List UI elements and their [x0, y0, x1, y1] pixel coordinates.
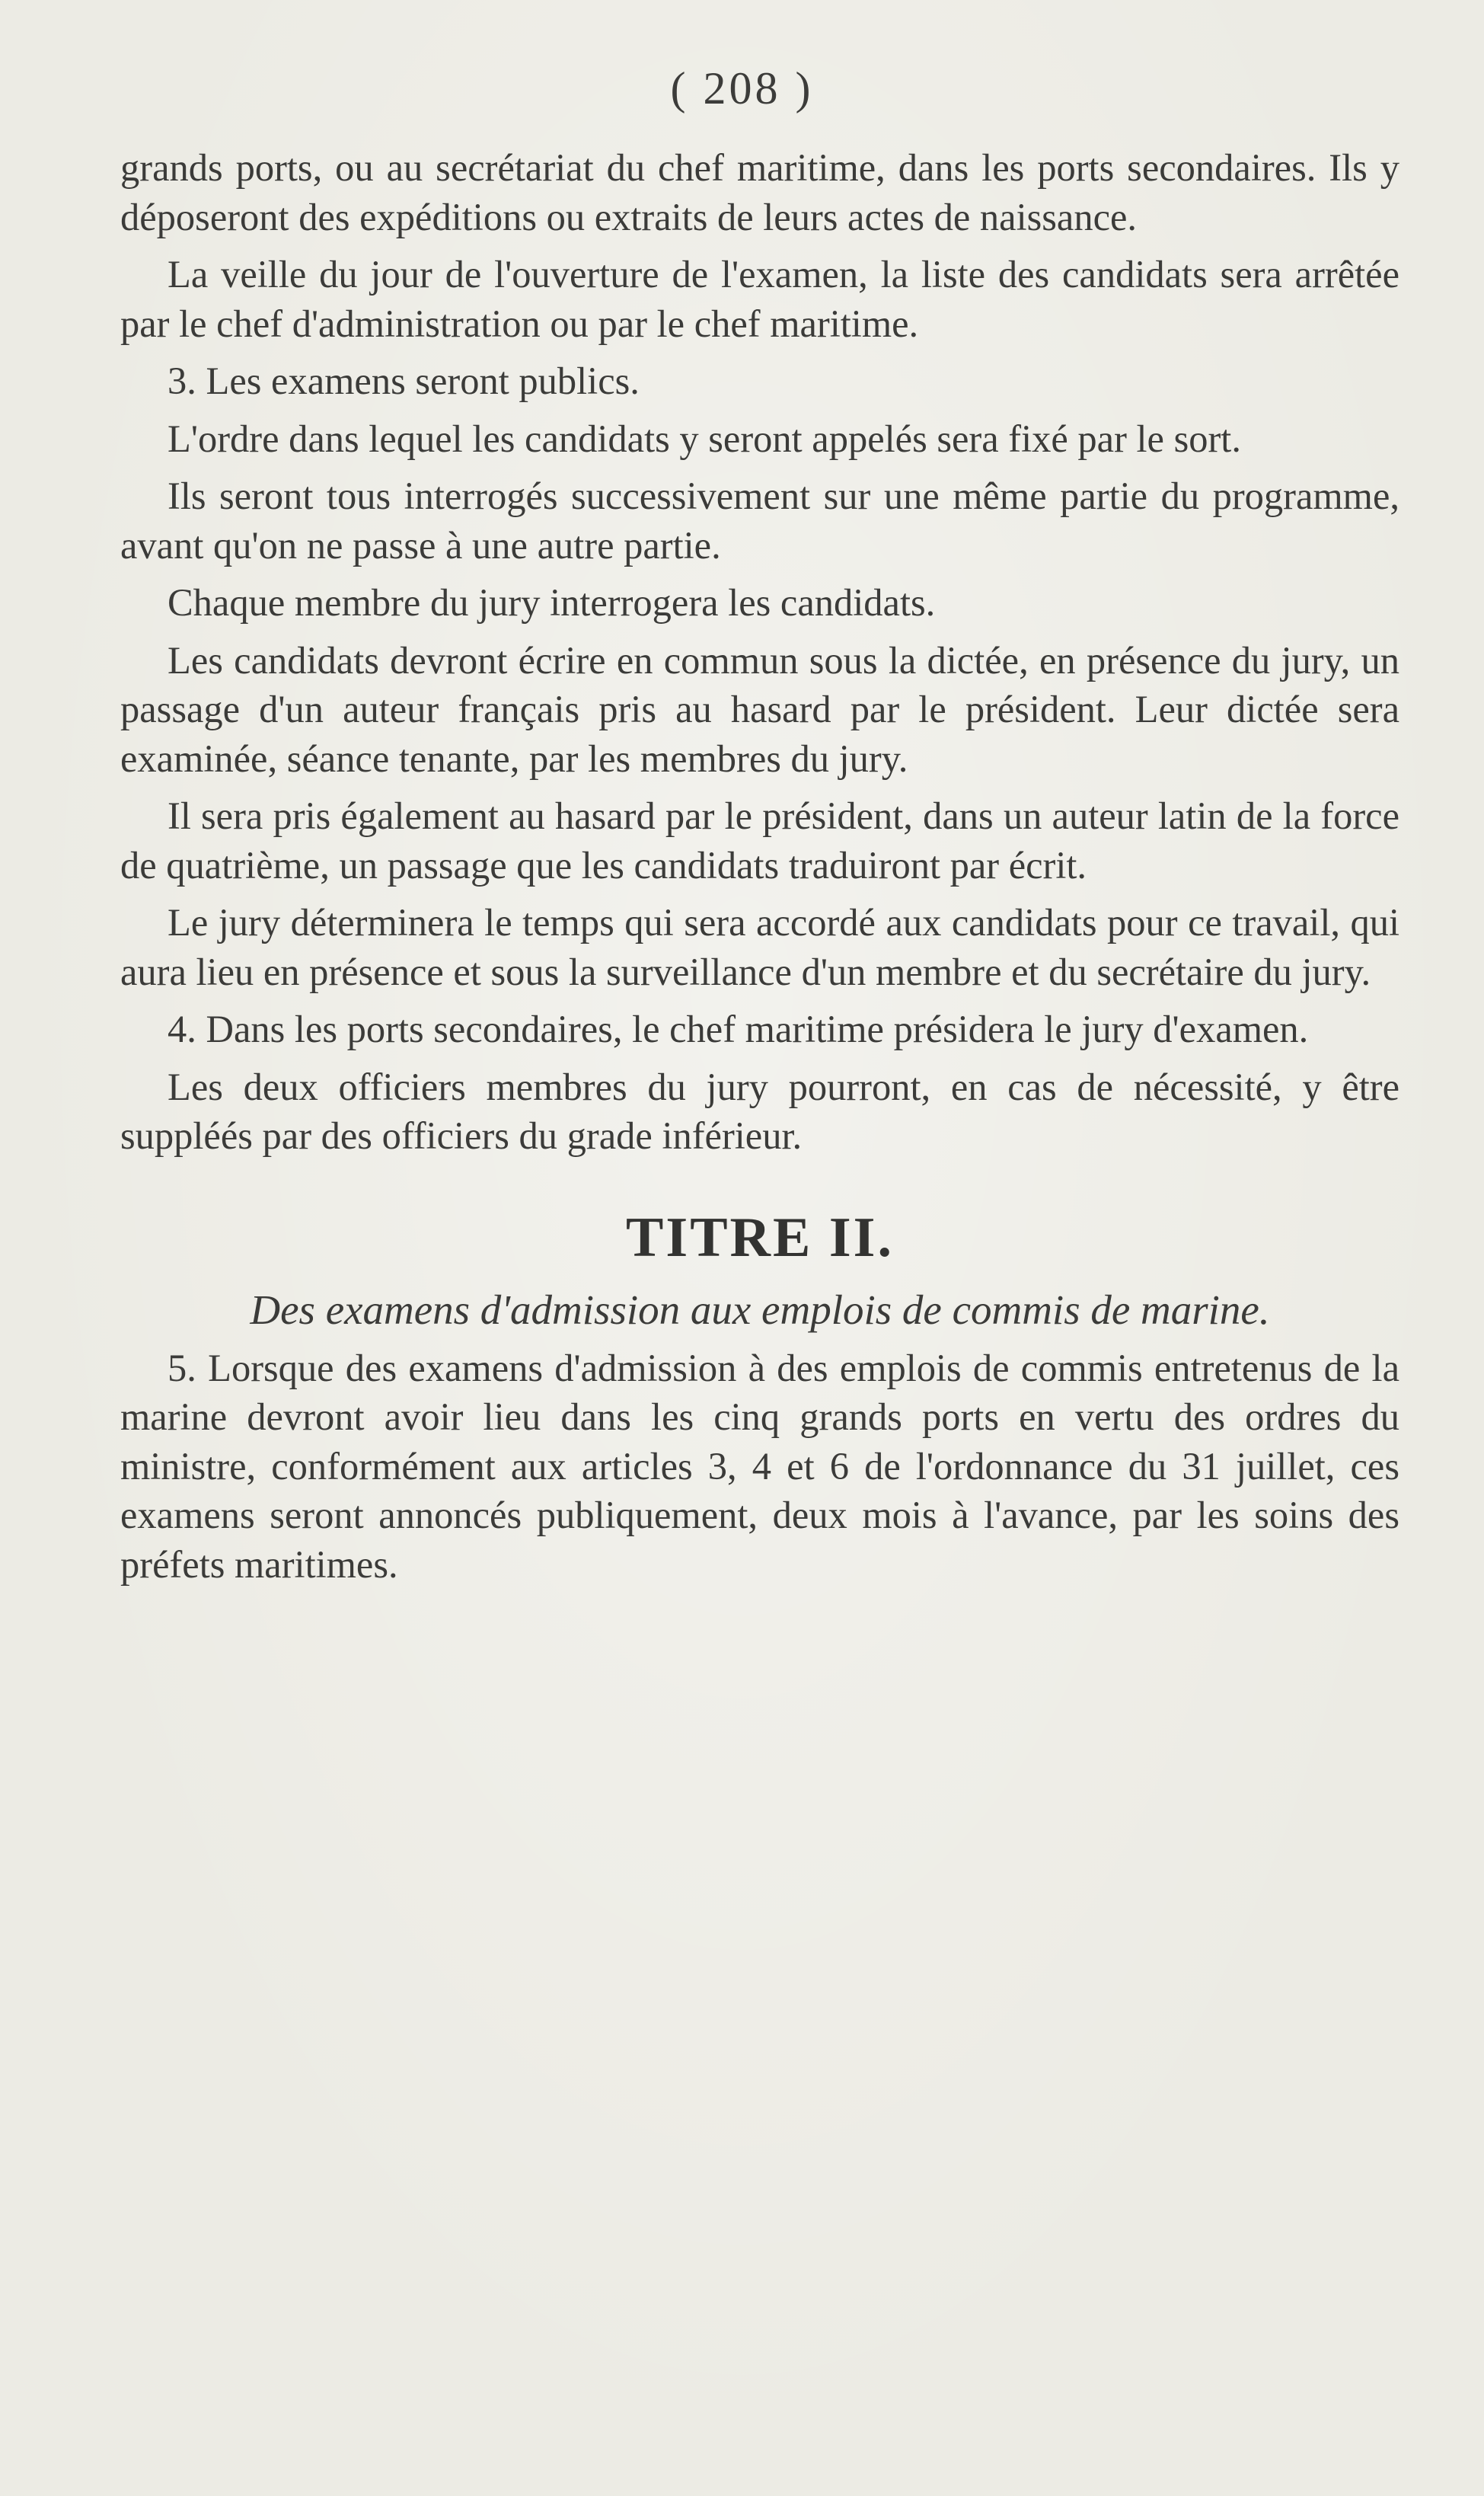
section-subtitle: Des examens d'admission aux emplois de commis de marine.	[250, 1286, 1270, 1333]
paragraph: 3. Les examens seront publics.	[168, 360, 640, 402]
paragraph: 5. Lorsque des examens d'admission à des emplois de commis entretenus de la marine devront avoir lieu dans les cinq grands ports en vertu des ordres du ministre, conformément aux articles 3, 4 et 6 de l'ordonnance du 31 juillet, ces examens seront annoncés publiquement, deux mois à l'avance, par les soins des préfets maritimes.	[120, 1346, 1399, 1586]
paragraph: Ils seront tous interrogés successivement sur une même partie du programme, avant qu'on ne passe à une autre partie.	[120, 475, 1399, 567]
body-text	[120, 143, 1399, 1597]
paragraph: Le jury déterminera le temps qui sera accordé aux candidats pour ce travail, qui aura lieu en présence et sous la surveillance d'un membre et du secrétaire du jury.	[120, 901, 1399, 993]
paragraph: grands ports, ou au secrétariat du chef maritime, dans les ports secondaires. Ils y déposeront des expéditions ou extraits de leurs actes de naissance.	[120, 146, 1399, 238]
paragraph: Les candidats devront écrire en commun sous la dictée, en présence du jury, un passage d'un auteur français pris au hasard par le président. Leur dictée sera examinée, séance tenante, par les membres du jury.	[120, 638, 1399, 780]
paragraph: La veille du jour de l'ouverture de l'examen, la liste des candidats sera arrêtée par le chef d'administration ou par le chef maritime.	[120, 253, 1399, 345]
paragraph: Chaque membre du jury interrogera les candidats.	[168, 581, 936, 624]
section-title: TITRE II.	[626, 1206, 894, 1269]
paragraph: 4. Dans les ports secondaires, le chef maritime présidera le jury d'examen.	[168, 1008, 1309, 1050]
paragraph: L'ordre dans lequel les candidats y seront appelés sera fixé par le sort.	[168, 417, 1241, 460]
paragraph: Les deux officiers membres du jury pourront, en cas de nécessité, y être suppléés par des officiers du grade inférieur.	[120, 1065, 1399, 1157]
page-number: ( 208 )	[670, 63, 814, 113]
paragraph: Il sera pris également au hasard par le président, dans un auteur latin de la force de quatrième, un passage que les candidats traduiront par écrit.	[120, 794, 1399, 887]
